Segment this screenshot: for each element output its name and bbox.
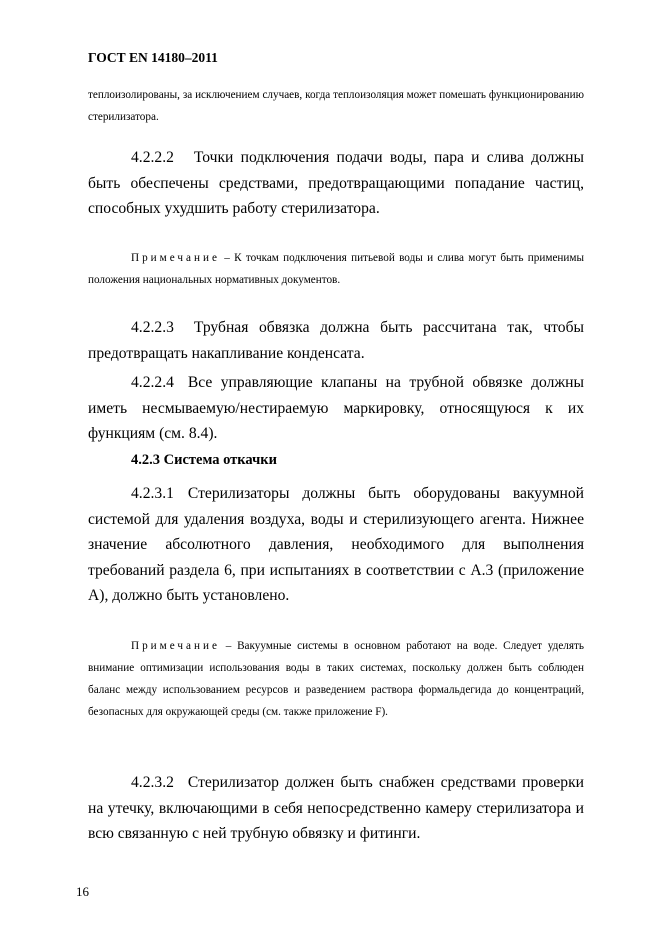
clause-text: Стерилизатор должен быть снабжен средствами проверки на утечку, включающими в себя непосредственно камеру стерилизатора и всю связанную с ней трубную обвязку и фитинги. [88, 774, 584, 842]
note-label: Примечание [131, 640, 220, 652]
clause-number: 4.2.3.2 [131, 774, 174, 791]
clause-4-2-2-4 [88, 370, 584, 447]
note-text: – К точкам подключения питьевой воды и слива могут быть применимы положения национальных нормативных документов. [88, 252, 584, 286]
clause-number: 4.2.2.2 [131, 149, 174, 166]
clause-number: 4.2.2.4 [131, 374, 174, 391]
note-2 [88, 635, 584, 723]
note-label: Примечание [131, 252, 220, 264]
clause-text: Все управляющие клапаны на трубной обвязке должны иметь несмываемую/нестираемую маркировку, относящуюся к их функциям (см. 8.4). [88, 374, 584, 442]
document-header: ГОСТ EN 14180–2011 [88, 50, 218, 65]
clause-text: Точки подключения подачи воды, пара и слива должны быть обеспечены средствами, предотвращающими попадание частиц, способных ухудшить работу стерилизатора. [88, 149, 584, 217]
clause-number: 4.2.2.3 [131, 319, 174, 336]
clause-text: Трубная обвязка должна быть рассчитана так, чтобы предотвращать накапливание конденсата. [88, 319, 584, 362]
clause-4-2-3-1 [88, 481, 584, 609]
clause-4-2-2-3 [88, 315, 584, 366]
note-1 [88, 247, 584, 291]
page-number: 16 [76, 884, 89, 899]
section-heading: 4.2.3 Система откачки [131, 452, 277, 468]
note-text: – Вакуумные системы в основном работают на воде. Следует уделять внимание оптимизации использования воды в таких системах, поскольку должен быть соблюден баланс между использованием ресурсов и разведением раствора формальдегида до концентраций, безопасных для окружающей среды (см. также приложение F). [88, 640, 585, 718]
paragraph-continuation: теплоизолированы, за исключением случаев, когда теплоизоляция может помешать функционированию стерилизатора. [88, 89, 584, 123]
clause-4-2-2-2 [88, 145, 584, 222]
clause-4-2-3-2 [88, 770, 584, 847]
clause-number: 4.2.3.1 [131, 485, 174, 502]
clause-text: Стерилизаторы должны быть оборудованы вакуумной системой для удаления воздуха, воды и стерилизующего агента. Нижнее значение абсолютного давления, необходимого для выполнения требований раздела 6, при испытаниях в соответствии с А.3 (приложение А), должно быть установлено. [88, 485, 584, 604]
